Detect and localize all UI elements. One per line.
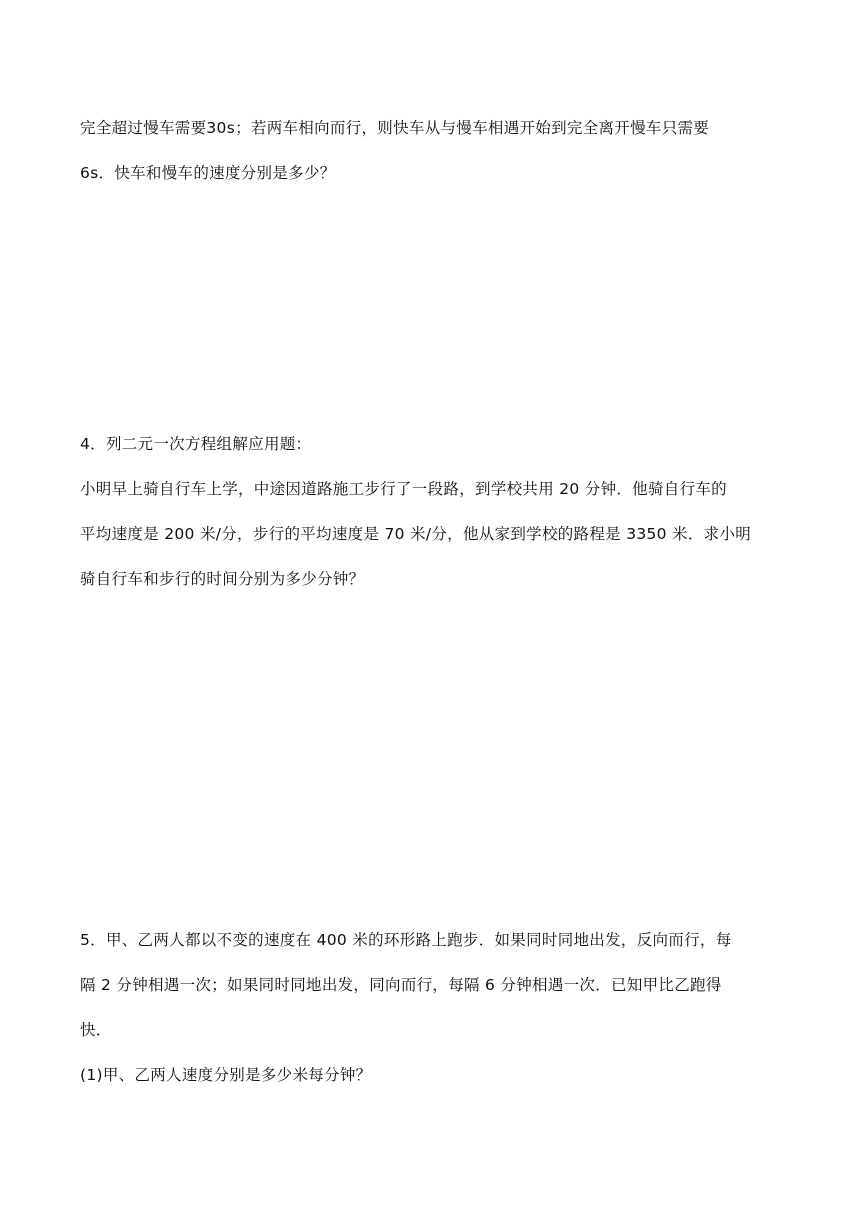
problem-5-text-line-2: 隔 2 分钟相遇一次；如果同时同地出发，同向而行，每隔 6 分钟相遇一次．已知甲比乙跑得 (80, 976, 722, 994)
problem-3-text-line-1: 完全超过慢车需要30s；若两车相向而行，则快车从与慢车相遇开始到完全离开慢车只需要 (80, 119, 710, 137)
problem-4-text-line-3: 骑自行车和步行的时间分别为多少分钟？ (80, 570, 365, 588)
problem-5-subquestion-1: (1)甲、乙两人速度分别是多少米每分钟？ (80, 1066, 372, 1084)
problem-5-text-line-3: 快． (80, 1021, 112, 1039)
problem-3-text-line-2: 6s．快车和慢车的速度分别是多少？ (80, 164, 336, 182)
problem-4-heading: 4．列二元一次方程组解应用题： (80, 435, 312, 453)
problem-5-text-line-1: 5．甲、乙两人都以不变的速度在 400 米的环形路上跑步．如果同时同地出发，反向而行，每 (80, 931, 732, 949)
problem-4-text-line-1: 小明早上骑自行车上学，中途因道路施工步行了一段路，到学校共用 20 分钟．他骑自行车的 (80, 480, 727, 498)
problem-4-text-line-2: 平均速度是 200 米/分，步行的平均速度是 70 米/分，他从家到学校的路程是 3350 米．求小明 (80, 525, 752, 543)
